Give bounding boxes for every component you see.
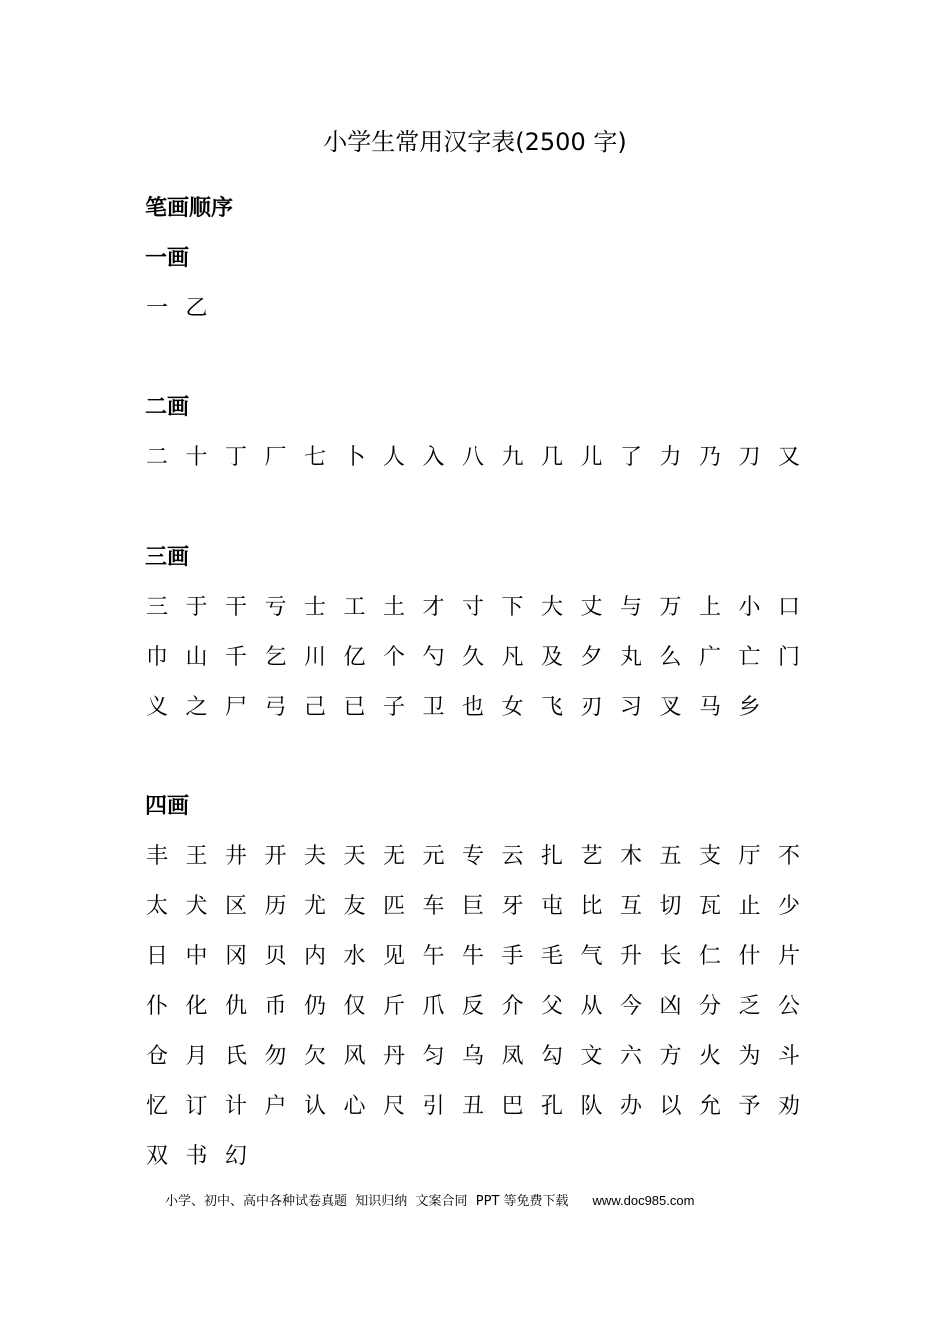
- character: 引: [422, 1094, 445, 1119]
- order-heading: 笔画顺序: [145, 196, 234, 221]
- character: 刃: [580, 695, 603, 720]
- character: 儿: [580, 445, 603, 470]
- character: 扎: [540, 844, 563, 869]
- character: 化: [185, 994, 208, 1019]
- character: 户: [264, 1094, 287, 1119]
- character: 为: [738, 1044, 761, 1069]
- character: 尤: [303, 894, 326, 919]
- character: 公: [777, 994, 800, 1019]
- character: 日: [145, 944, 168, 969]
- character: 开: [264, 844, 287, 869]
- character: 片: [777, 944, 800, 969]
- character: 习: [619, 695, 642, 720]
- character: 仆: [145, 994, 168, 1019]
- character: 又: [777, 445, 800, 470]
- character: 才: [422, 595, 445, 620]
- character: 毛: [540, 944, 563, 969]
- character: 双: [145, 1144, 168, 1169]
- character: 刀: [738, 445, 761, 470]
- character: 孔: [540, 1094, 563, 1119]
- character: 仅: [343, 994, 366, 1019]
- footer: [165, 1190, 694, 1213]
- character: 夕: [580, 645, 603, 670]
- character: 夫: [303, 844, 326, 869]
- character: 勿: [264, 1044, 287, 1069]
- character: 士: [303, 595, 326, 620]
- character: 井: [224, 844, 247, 869]
- character: 专: [461, 844, 484, 869]
- character: 弓: [264, 695, 287, 720]
- character: 个: [382, 645, 405, 670]
- character: 历: [264, 894, 287, 919]
- character: 云: [501, 844, 524, 869]
- character: 牛: [461, 944, 484, 969]
- character: 一: [145, 296, 168, 321]
- character: 千: [224, 645, 247, 670]
- character: 火: [698, 1044, 721, 1069]
- character: 卫: [422, 695, 445, 720]
- character: 气: [580, 944, 603, 969]
- character: 二: [145, 445, 168, 470]
- character: 幻: [224, 1144, 247, 1169]
- section-heading: 三画: [145, 545, 190, 570]
- character: 万: [659, 595, 682, 620]
- character: 丰: [145, 844, 168, 869]
- character: 屯: [540, 894, 563, 919]
- character: 仁: [698, 944, 721, 969]
- character: 从: [580, 994, 603, 1019]
- character: 九: [501, 445, 524, 470]
- character: 太: [145, 894, 168, 919]
- character: 切: [659, 894, 682, 919]
- character: 女: [501, 695, 524, 720]
- character: 贝: [264, 944, 287, 969]
- character: 忆: [145, 1094, 168, 1119]
- character: 升: [619, 944, 642, 969]
- character: 凡: [501, 645, 524, 670]
- character: 五: [659, 844, 682, 869]
- character: 予: [738, 1094, 761, 1119]
- character: 爪: [422, 994, 445, 1019]
- character: 友: [343, 894, 366, 919]
- character: 中: [185, 944, 208, 969]
- character: 长: [659, 944, 682, 969]
- character: 瓦: [698, 894, 721, 919]
- character: 也: [461, 695, 484, 720]
- character: 厂: [264, 445, 287, 470]
- character: 入: [422, 445, 445, 470]
- character: 亏: [264, 595, 287, 620]
- character: 亡: [738, 645, 761, 670]
- character: 丑: [461, 1094, 484, 1119]
- character: 队: [580, 1094, 603, 1119]
- character: 之: [185, 695, 208, 720]
- character: 午: [422, 944, 445, 969]
- character: 乡: [738, 695, 761, 720]
- character: 心: [343, 1094, 366, 1119]
- character: 王: [185, 844, 208, 869]
- character: 斤: [382, 994, 405, 1019]
- character: 下: [501, 595, 524, 620]
- character: 氏: [224, 1044, 247, 1069]
- character: 大: [540, 595, 563, 620]
- character: 劝: [777, 1094, 800, 1119]
- character: 欠: [303, 1044, 326, 1069]
- character: 卜: [343, 445, 366, 470]
- character: 山: [185, 645, 208, 670]
- character: 匹: [382, 894, 405, 919]
- character: 乙: [185, 296, 208, 321]
- character: 巴: [501, 1094, 524, 1119]
- character: 寸: [461, 595, 484, 620]
- character: 车: [422, 894, 445, 919]
- character: 子: [382, 695, 405, 720]
- character: 尸: [224, 695, 247, 720]
- character: 于: [185, 595, 208, 620]
- character: 以: [659, 1094, 682, 1119]
- character: 丁: [224, 445, 247, 470]
- character: 内: [303, 944, 326, 969]
- character: 艺: [580, 844, 603, 869]
- character: 互: [619, 894, 642, 919]
- character: 尺: [382, 1094, 405, 1119]
- character: 人: [382, 445, 405, 470]
- character: 丸: [619, 645, 642, 670]
- character: 凤: [501, 1044, 524, 1069]
- character: 计: [224, 1094, 247, 1119]
- character: 三: [145, 595, 168, 620]
- character: 八: [461, 445, 484, 470]
- character: 丈: [580, 595, 603, 620]
- character: 川: [303, 645, 326, 670]
- character: 认: [303, 1094, 326, 1119]
- character: 支: [698, 844, 721, 869]
- character: 分: [698, 994, 721, 1019]
- character: 斗: [777, 1044, 800, 1069]
- character: 叉: [659, 695, 682, 720]
- section-heading: 一画: [145, 246, 190, 271]
- character: 父: [540, 994, 563, 1019]
- character: 久: [461, 645, 484, 670]
- character: 仇: [224, 994, 247, 1019]
- character: 不: [777, 844, 800, 869]
- character: 凶: [659, 994, 682, 1019]
- character: 反: [461, 994, 484, 1019]
- character: 勾: [540, 1044, 563, 1069]
- character: 广: [698, 645, 721, 670]
- character: 力: [659, 445, 682, 470]
- character: 文: [580, 1044, 603, 1069]
- character: 义: [145, 695, 168, 720]
- character: 六: [619, 1044, 642, 1069]
- character: 及: [540, 645, 563, 670]
- character: 乞: [264, 645, 287, 670]
- character: 干: [224, 595, 247, 620]
- character: 口: [777, 595, 800, 620]
- character: 今: [619, 994, 642, 1019]
- character: 介: [501, 994, 524, 1019]
- character: 巾: [145, 645, 168, 670]
- character: 元: [422, 844, 445, 869]
- character: 飞: [540, 695, 563, 720]
- character: 门: [777, 645, 800, 670]
- character: 小: [738, 595, 761, 620]
- character: 与: [619, 595, 642, 620]
- character: 水: [343, 944, 366, 969]
- character: 亿: [343, 645, 366, 670]
- character: 见: [382, 944, 405, 969]
- character: 乌: [461, 1044, 484, 1069]
- character: 方: [659, 1044, 682, 1069]
- character: 马: [698, 695, 721, 720]
- character: 天: [343, 844, 366, 869]
- footer-site-link[interactable]: www.doc985.com: [592, 1193, 695, 1208]
- page-title: 小学生常用汉字表(2500 字): [323, 128, 627, 156]
- character: 匀: [422, 1044, 445, 1069]
- character: 巨: [461, 894, 484, 919]
- character: 手: [501, 944, 524, 969]
- character: 十: [185, 445, 208, 470]
- character: 七: [303, 445, 326, 470]
- character: 比: [580, 894, 603, 919]
- character: 么: [659, 645, 682, 670]
- character: 工: [343, 595, 366, 620]
- character: 止: [738, 894, 761, 919]
- character: 已: [343, 695, 366, 720]
- character: 几: [540, 445, 563, 470]
- character: 乃: [698, 445, 721, 470]
- character: 乏: [738, 994, 761, 1019]
- character: 书: [185, 1144, 208, 1169]
- character: 上: [698, 595, 721, 620]
- character: 月: [185, 1044, 208, 1069]
- section-heading: 四画: [145, 794, 190, 819]
- character: 木: [619, 844, 642, 869]
- character: 牙: [501, 894, 524, 919]
- character: 土: [382, 595, 405, 620]
- character: 勺: [422, 645, 445, 670]
- character: 办: [619, 1094, 642, 1119]
- footer-text: 小学、初中、高中各种试卷真题 知识归纳 文案合同 PPT 等免费下载: [165, 1194, 569, 1209]
- character: 区: [224, 894, 247, 919]
- character: 了: [619, 445, 642, 470]
- character: 风: [343, 1044, 366, 1069]
- character: 仓: [145, 1044, 168, 1069]
- character: 犬: [185, 894, 208, 919]
- character: 什: [738, 944, 761, 969]
- character: 仍: [303, 994, 326, 1019]
- section-heading: 二画: [145, 395, 190, 420]
- character: 币: [264, 994, 287, 1019]
- character: 无: [382, 844, 405, 869]
- character: 订: [185, 1094, 208, 1119]
- character: 厅: [738, 844, 761, 869]
- character: 冈: [224, 944, 247, 969]
- character: 少: [777, 894, 800, 919]
- character: 丹: [382, 1044, 405, 1069]
- character: 允: [698, 1094, 721, 1119]
- character: 己: [303, 695, 326, 720]
